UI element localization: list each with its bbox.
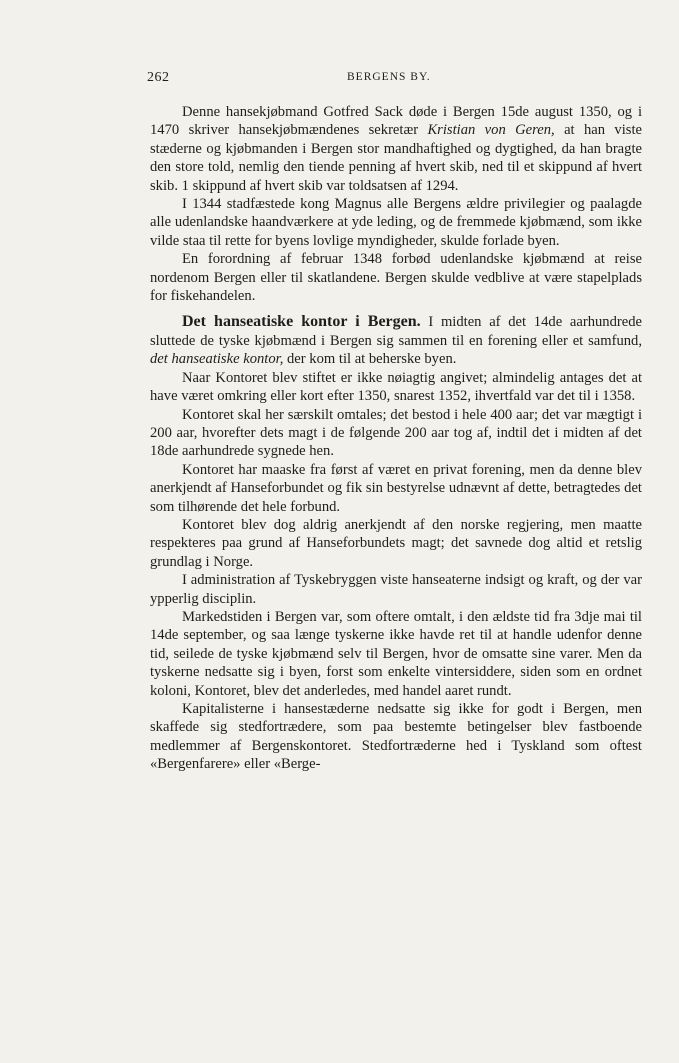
section-heading: Det hanseatiske kontor i Bergen. <box>182 313 421 331</box>
paragraph <box>150 608 642 700</box>
paragraph <box>150 250 642 305</box>
text-run: I 1344 stadfæstede kong Magnus alle Bergens ældre privilegier og paalagde alle udenlandske haandværkere at yde leding, og de fremmede kjøbmænd, som ikke vilde staa til rette for byens lovlige myndigheder, skulde forlade byen. <box>150 196 642 249</box>
paragraph <box>150 195 642 250</box>
text-run: I administration af Tyskebryggen viste hanseaterne indsigt og kraft, og der var ypperlig disciplin. <box>150 572 642 607</box>
paragraph <box>150 516 642 571</box>
italic-text: det hanseatiske kontor, <box>150 351 284 368</box>
paragraph <box>150 700 642 774</box>
text-run: der kom til at beherske byen. <box>283 351 457 368</box>
text-run: Kontoret skal her særskilt omtales; det bestod i hele 400 aar; det var mægtigt i 200 aar, hvorefter dets magt i de følgende 200 aar tog af, indtil det i midten af det 18de aarhundrede sygnede hen. <box>150 406 642 460</box>
paragraph <box>150 461 642 516</box>
text-run: Naar Kontoret blev stiftet er ikke nøiagtig angivet; almindelig antages det at have været omkring eller kort efter 1350, snarest 1352, ihvertfald var det til i 1358. <box>150 369 642 405</box>
body-text <box>150 103 642 774</box>
section-paragraph <box>150 313 642 368</box>
paragraph <box>150 369 642 406</box>
text-run: I midten af det 14de aarhundrede sluttede de tyske kjøbmænd i Bergen sig sammen til en forening eller et samfund, <box>150 314 642 349</box>
text-run: at han viste stæderne og kjøbmanden i Bergen stor mandhaftighed og dygtighed, da han bragte den store told, nemlig den tiende penning af hvert skib, ned til et skippund af hvert skib. 1 skippund af hvert skib var toldsatsen af 1294. <box>150 122 642 194</box>
text-run: Kontoret har maaske fra først af været en privat forening, men da denne blev anerkjendt af Hanseforbundet og fik sin bestyrelse udnævnt af dette, betragtedes det som tilhørende det hele forbund. <box>150 461 642 515</box>
text-run: Kapitalisterne i hansestæderne nedsatte sig ikke for godt i Bergen, men skaffede sig stedfortrædere, som paa bestemte betingelser blev fastboende medlemmer af Bergenskontoret. Stedfortræderne hed i Tyskland som oftest «Bergenfarere» eller «Berge- <box>150 701 642 773</box>
text-run: Denne hansekjøbmand Gotfred Sack døde i Bergen 15de august 1350, og i 1470 skriver hansekjøbmændenes sekretær <box>150 104 642 139</box>
text-run: En forordning af februar 1348 forbød udenlandske kjøbmænd at reise nordenom Bergen eller til skatlandene. Bergen skulde vedblive at være stapelplads for fiskehandelen. <box>150 251 642 305</box>
italic-text: Kristian von Geren, <box>427 122 555 139</box>
page-number: 262 <box>147 70 170 85</box>
text-run: Kontoret blev dog aldrig anerkjendt af den norske regjering, men maatte respekteres paa grund af Hanseforbundets magt; det savnede dog altid et retslig grundlag i Norge. <box>150 516 642 570</box>
paragraph <box>150 571 642 608</box>
running-head: BERGENS BY. <box>347 71 431 83</box>
text-run: Markedstiden i Bergen var, som oftere omtalt, i den ældste tid fra 3dje mai til 14de september, og saa længe tyskerne ikke havde ret til at handle udenfor denne tid, seilede de tyske kjøbmænd selv til Bergen, hvor de omsatte sine varer. Men da tyskerne nedsatte sig i byen, forst som enkelte vintersiddere, siden som en ordnet koloni, Kontoret, blev det anderledes, med handel aaret rundt. <box>150 608 642 699</box>
paragraph <box>150 103 642 195</box>
paragraph <box>150 406 642 461</box>
